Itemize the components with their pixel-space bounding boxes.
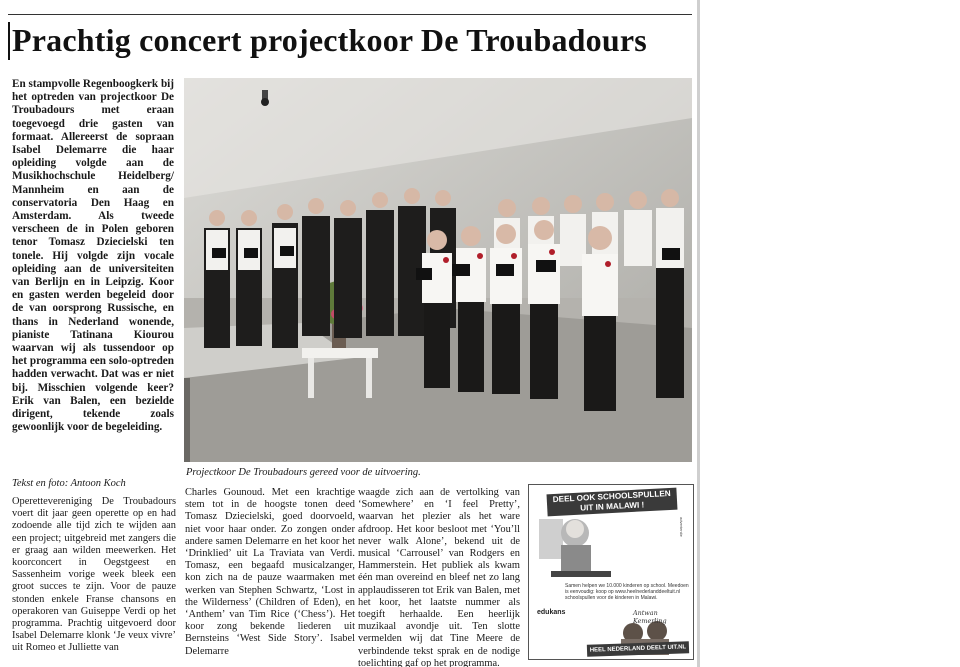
ad-body-text: Samen helpen we 10.000 kinderen op school. Meedoen is eenvoudig: koop op www.heelnederlanddeeltuit.nl schoolspullen voor de kinderen in Malawi. — [565, 583, 689, 602]
ad-banner: DEEL OOK SCHOOLSPULLEN UIT IN MALAWI ! — [547, 488, 678, 517]
body-column-2: Charles Gounoud. Met een krachtige stem tot in de hoogste tonen deed Tomasz Dziecielski, goed doorvoeld, niet voor haar onder. Zo zongen onder andere samen Delemarre en het koor het ‘Drinklied’ uit La Traviata van Verdi. Tomasz, een begaafd musicalzanger, kon zich na de pauze waarmaken met werken van Stephen Schwartz, ‘Lost in the Wilderness’ (Children of Eden), en ‘Anthem’ van Tim Rice (‘Chess’). Het koor zong bekende liederen uit Bernsteins ‘West Side Story’. Isabel Delemarre — [185, 487, 355, 657]
ad-signature: Antwan Kemerling — [633, 609, 667, 625]
ad-footer-link[interactable]: HEEL NEDERLAND DEELT UIT.NL — [587, 641, 689, 657]
ad-illustration — [529, 485, 694, 660]
top-rule — [8, 14, 692, 15]
body-column-1: Operettevereniging De Troubadours voert dit jaar geen operette op en had zodoende alle tijd zich te wijden aan een project; uitgebreid met zangers die er graag aan wilden meewerken. Het koorconcert in Oegstgeest en Sassenheim vorige week bleek een groot succes te zijn. Voor de pauze stonden enkele Franse chansons en operakoren van Guiseppe Verdi op het programma. Prachtig uitgevoerd door Isabel Delemarre klonk ‘Je veux vivre’ uit Romeo et Julliette van — [12, 496, 176, 654]
edukans-logo: edukans — [537, 609, 566, 616]
choir-photo — [184, 78, 692, 462]
headline-bar — [8, 22, 10, 60]
advertisement[interactable] — [528, 484, 694, 660]
headline: Prachtig concert projectkoor De Troubadours — [12, 22, 647, 58]
page-edge — [697, 0, 700, 667]
ad-side-label: advertentie — [679, 517, 684, 537]
photo-caption: Projectkoor De Troubadours gereed voor de uitvoering. — [186, 467, 421, 478]
photo-credit: Tekst en foto: Antoon Koch — [12, 478, 126, 489]
lead-paragraph: En stampvolle Regenboogkerk bij het optreden van projectkoor De Troubadours met eraan toegevoegd drie gasten van formaat. Allereerst de sopraan Isabel Delemarre die haar opleiding volgde aan de Musikhochschule Heidelberg/ Mannheim en aan de conservatoria Den Haag en Amsterdam. Als tweede verscheen de in Polen geboren tenor Tomasz Dziecielski ten tonele. Hij volgde zijn vocale opleiding aan de universiteiten van Berlijn en in Leipzig. Koor en gasten werden begeleid door de van oorsprong Russische, en thans in Nederland wonende, pianiste Tatinana Kiourou waarvan wij als tussendoor op het programma een solo-optreden hadden verwacht. Dat was er niet bij. Misschien volgende keer? Erik van Balen, een bezielde dirigent, tekende zoals gewoonlijk voor de begeleiding. — [12, 78, 174, 434]
choir-photo-illustration — [184, 78, 692, 462]
body-column-3: waagde zich aan de vertolking van ‘Somewhere’ en ‘I feel Pretty’, waarvan het plezier als het ware afdroop. Het koor besloot met ‘You’ll never walk Alone’, bekend uit de musical ‘Carrousel’ van Rodgers en Hammerstein. Het publiek als kwam één man overeind en bleef net zo lang applaudisseren tot Erik van Balen, met het koor, het laatste nummer als toegift herhaalde. Een heerlijk muzikaal avondje uit. Ten slotte vermelden wij dat Tine Meere de verbindende tekst sprak en de nodige toelichting gaf op het programma. — [358, 487, 520, 667]
